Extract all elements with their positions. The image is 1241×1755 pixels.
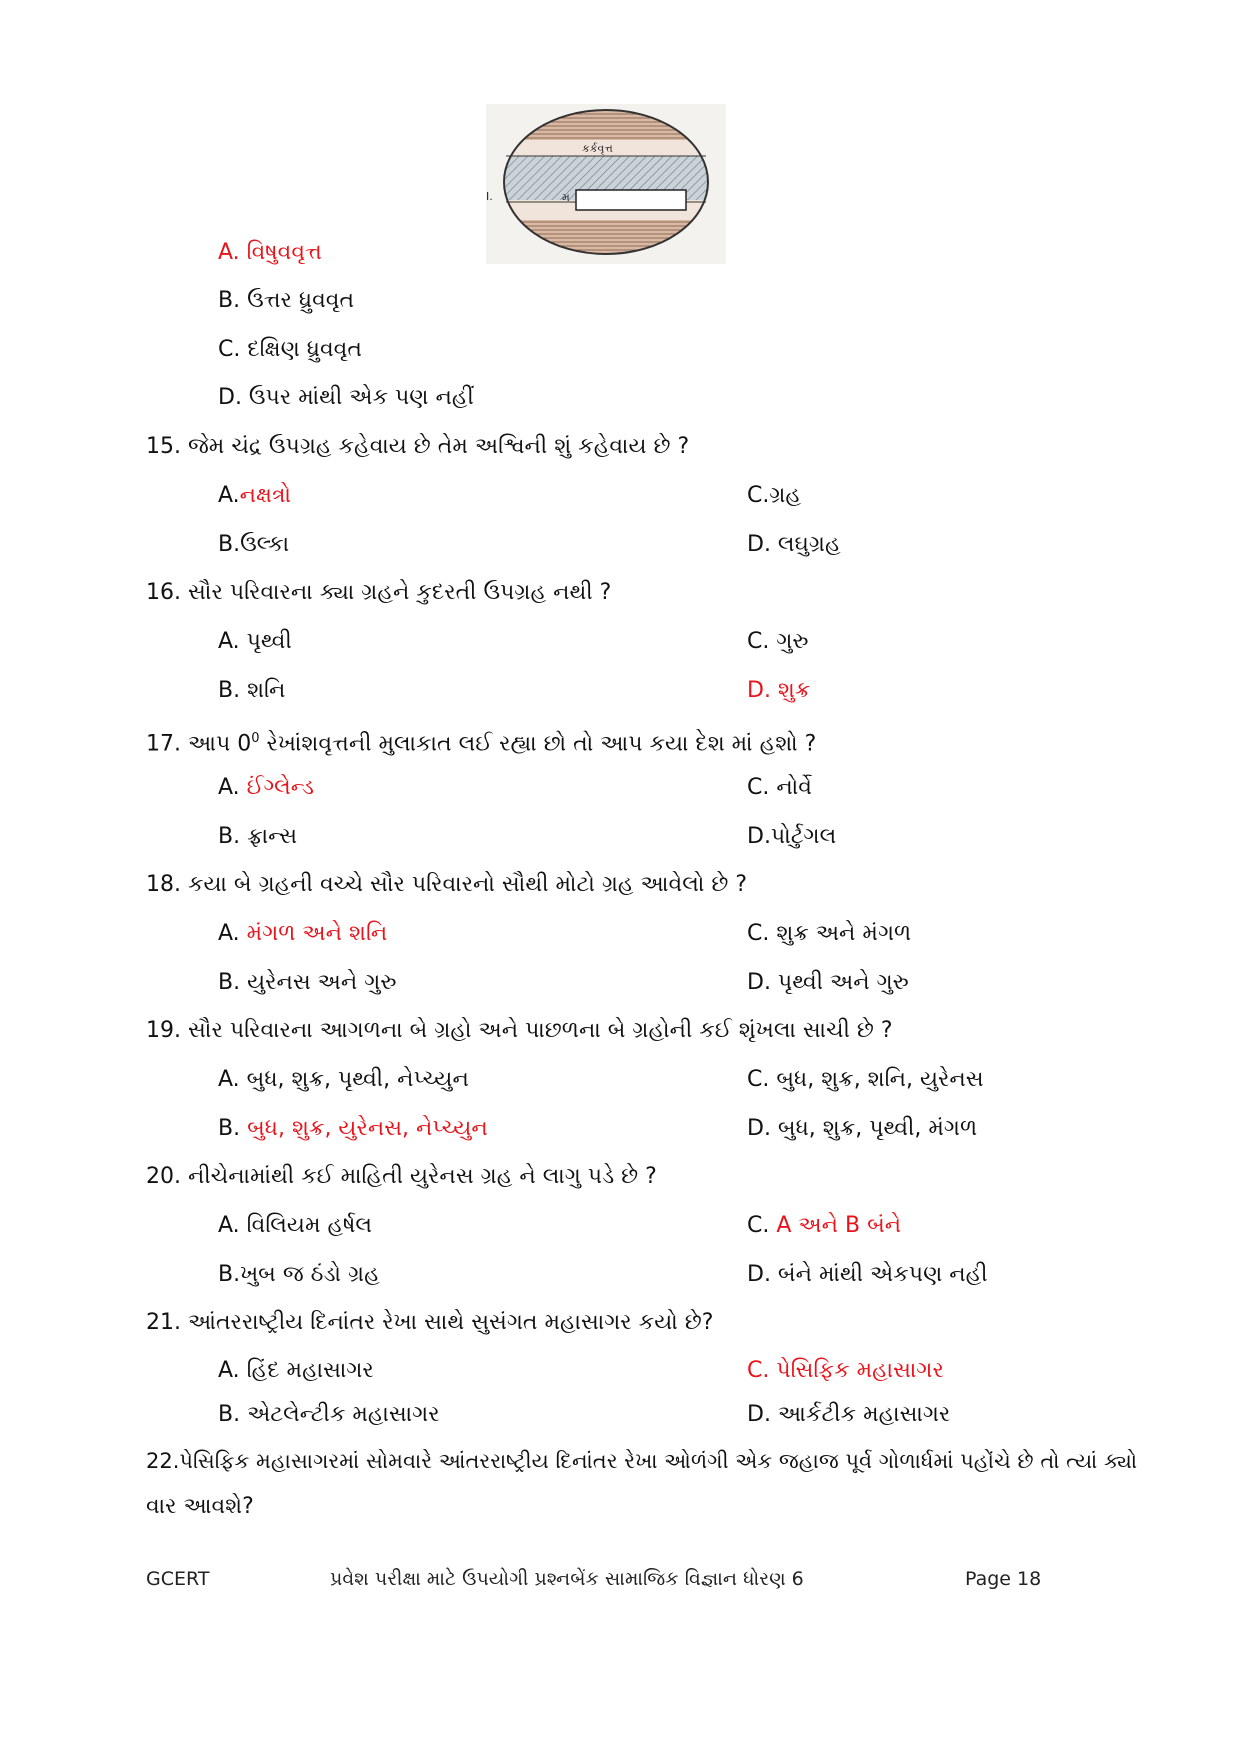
q20-option-b: B.ખુબ જ ઠંડો ગ્રહ <box>218 1262 380 1287</box>
q17-option-a-letter: A. <box>218 775 247 800</box>
q14-option-d: D. ઉપર માંથી એક પણ નહીં <box>218 385 474 410</box>
question-19: 19. સૌર પરિવારના આગળના બે ગ્રહો અને પાછળના બે ગ્રહોની કઈ શૃંખલા સાચી છે ? <box>146 1018 893 1043</box>
q17-option-c: C. નોર્વે <box>747 775 812 800</box>
q20-option-c <box>747 1211 901 1241</box>
q21-option-b: B. એટલેન્ટીક મહાસાગર <box>218 1402 440 1427</box>
q18-option-a <box>218 919 387 949</box>
q20-option-d: D. બંને માંથી એકપણ નહી <box>747 1262 988 1287</box>
q19-option-b-letter: B. <box>218 1116 248 1141</box>
q17-option-b: B. ફ્રાન્સ <box>218 824 298 849</box>
question-22-line2: વાર આવશે? <box>146 1494 254 1519</box>
q17-text-pre: 17. આપ 0 <box>146 731 252 757</box>
footer-page-number: Page 18 <box>965 1568 1042 1590</box>
q20-option-c-answer: A અને B બંને <box>776 1213 902 1238</box>
question-21: 21. આંતરરાષ્ટ્રીય દિનાંતર રેખા સાથે સુસંગત મહાસાગર કયો છે? <box>146 1310 714 1335</box>
q15-option-a-letter: A. <box>218 483 240 508</box>
q18-option-d: D. પૃથ્વી અને ગુરુ <box>747 970 909 995</box>
q21-option-a: A. હિંદ મહાસાગર <box>218 1358 374 1383</box>
figure-label-tropic: કર્કવૃત્ત <box>582 142 613 155</box>
q15-option-c: C.ગ્રહ <box>747 483 802 508</box>
footer-center: પ્રવેશ પરીક્ષા માટે ઉપયોગી પ્રશ્નબેંક સામાજિક વિજ્ઞાન ધોરણ 6 <box>330 1568 804 1590</box>
q17-option-a-answer: ઈંગ્લેન્ડ <box>246 775 314 800</box>
figure-box-mark: મ <box>562 191 570 204</box>
q16-option-a: A. પૃથ્વી <box>218 629 292 654</box>
q17-text-post: રેખાંશવૃત્તની મુલાકાત લઈ રહ્યા છો તો આપ કયા દેશ માં હશો ? <box>259 731 817 757</box>
question-18: 18. કયા બે ગ્રહની વચ્ચે સૌર પરિવારનો સૌથી મોટો ગ્રહ આવેલો છે ? <box>146 872 748 897</box>
figure-blank-box <box>576 190 686 210</box>
question-17 <box>146 724 816 759</box>
q18-option-a-answer: મંગળ અને શનિ <box>246 921 388 946</box>
question-22-line1: 22.પેસિફિક મહાસાગરમાં સોમવારે આંતરરાષ્ટ્રીય દિનાંતર રેખા ઓળંગી એક જહાજ પૂર્વ ગોળાર્ધમાં પહોંચે છે તો ત્યાં ક્યો <box>146 1449 1138 1473</box>
q17-option-a <box>218 773 314 803</box>
q21-option-d: D. આર્કટીક મહાસાગર <box>747 1402 951 1427</box>
q20-option-a: A. વિલિયમ હર્ષલ <box>218 1213 373 1238</box>
q19-option-a: A. બુધ, શુક્ર, પૃથ્વી, નેપ્ચ્યુન <box>218 1067 469 1092</box>
q16-option-d: D. શુક્ર <box>747 678 811 703</box>
q18-option-a-letter: A. <box>218 921 247 946</box>
q19-option-c: C. બુધ, શુક્ર, શનિ, યુરેનસ <box>747 1067 984 1092</box>
q15-option-b: B.ઉલ્કા <box>218 532 290 557</box>
globe-figure <box>486 104 726 264</box>
q16-option-c: C. ગુરુ <box>747 629 809 654</box>
q15-option-d: D. લઘુગ્રહ <box>747 532 841 557</box>
question-16: 16. સૌર પરિવારના ક્યા ગ્રહને કુદરતી ઉપગ્રહ નથી ? <box>146 580 612 605</box>
q14-option-a: A. વિષુવવૃત્ત <box>218 240 322 265</box>
q19-option-b-answer: બુધ, શુક્ર, યુરેનસ, નેપ્ચ્યુન <box>247 1116 488 1141</box>
q21-option-c: C. પેસિફિક મહાસાગર <box>747 1358 944 1383</box>
q18-option-b: B. યુરેનસ અને ગુરુ <box>218 970 397 995</box>
q15-option-a <box>218 481 291 511</box>
figure-side-mark: I. <box>486 190 493 203</box>
q19-option-d: D. બુધ, શુક્ર, પૃથ્વી, મંગળ <box>747 1116 978 1141</box>
question-15: 15. જેમ ચંદ્ર ઉપગ્રહ કહેવાય છે તેમ અશ્વિની શું કહેવાય છે ? <box>146 434 690 459</box>
q14-option-b: B. ઉત્તર ધ્રુવવૃત <box>218 288 355 313</box>
q15-option-a-answer: નક્ષત્રો <box>239 483 292 508</box>
q19-option-b <box>218 1114 488 1144</box>
footer-left: GCERT <box>146 1568 210 1590</box>
q14-option-c: C. દક્ષિણ ધ્રુવવૃત <box>218 337 362 362</box>
q17-degree: 0 <box>251 731 260 746</box>
q18-option-c: C. શુક્ર અને મંગળ <box>747 921 912 946</box>
question-20: 20. નીચેનામાંથી કઈ માહિતી યુરેનસ ગ્રહ ને લાગુ પડે છે ? <box>146 1164 657 1189</box>
q17-option-d: D.પોર્ટુગલ <box>747 824 837 849</box>
q20-option-c-letter: C. <box>747 1213 777 1238</box>
q16-option-b: B. શનિ <box>218 678 286 703</box>
